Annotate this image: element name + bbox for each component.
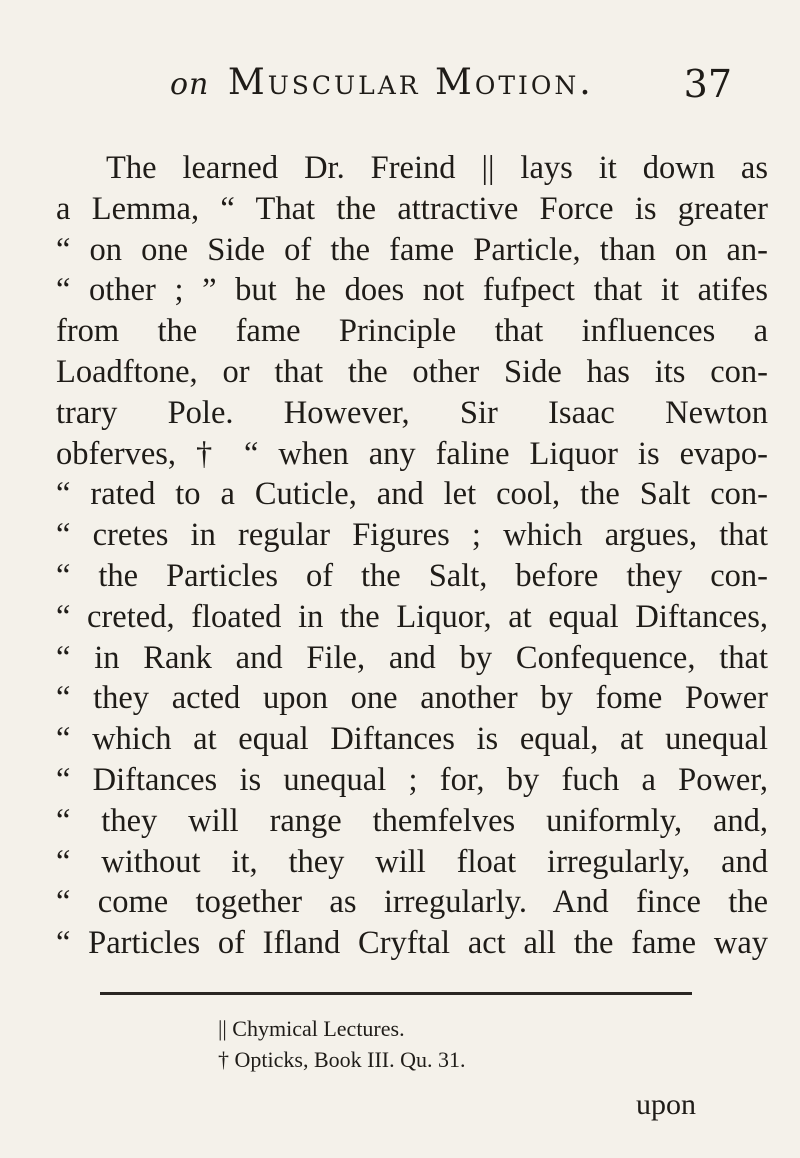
- text-line: “ creted, floated in the Liquor, at equal Diftances,: [56, 598, 768, 635]
- body-text: [56, 148, 768, 964]
- text-line: Loadftone, or that the other Side has its con-: [56, 353, 768, 390]
- text-line: from the fame Principle that influences a: [56, 313, 768, 350]
- text-line: “ they acted upon one another by fome Power: [56, 680, 768, 717]
- running-head-prefix: on: [170, 67, 210, 102]
- footnote: † Opticks, Book III. Qu. 31.: [218, 1047, 466, 1072]
- footnotes: [218, 1013, 678, 1075]
- text-line: “ other ; ” but he does not fufpect that it atifes: [56, 272, 768, 309]
- page-number: 37: [683, 62, 732, 106]
- text-line: obferves, † “ when any faline Liquor is evapo-: [56, 435, 768, 472]
- text-line: “ the Particles of the Salt, before they con-: [56, 557, 768, 594]
- text-line: trary Pole. However, Sir Isaac Newton: [56, 394, 768, 431]
- text-line: “ Diftances is unequal ; for, by fuch a Power,: [56, 761, 768, 798]
- text-line: a Lemma, “ That the attractive Force is greater: [56, 190, 768, 227]
- text-line: “ on one Side of the fame Particle, than on an-: [56, 231, 768, 268]
- text-line: “ in Rank and File, and by Confequence, that: [56, 639, 768, 676]
- text-line: “ without it, they will float irregularly, and: [56, 843, 768, 880]
- text-line: “ cretes in regular Figures ; which argues, that: [56, 517, 768, 554]
- running-head: [170, 62, 690, 112]
- text-line: “ Particles of Ifland Cryftal act all the fame way: [56, 925, 768, 962]
- text-line: “ they will range themfelves uniformly, and,: [56, 802, 768, 839]
- catchword: upon: [636, 1088, 696, 1121]
- footnote: || Chymical Lectures.: [218, 1016, 405, 1041]
- text-line: The learned Dr. Freind || lays it down as: [106, 150, 768, 186]
- running-head-title: Muscular Motion.: [227, 62, 594, 103]
- text-line: “ rated to a Cuticle, and let cool, the Salt con-: [56, 476, 768, 513]
- text-line: “ come together as irregularly. And fince the: [56, 884, 768, 921]
- footnote-divider: [100, 992, 692, 995]
- text-line: “ which at equal Diftances is equal, at unequal: [56, 721, 768, 758]
